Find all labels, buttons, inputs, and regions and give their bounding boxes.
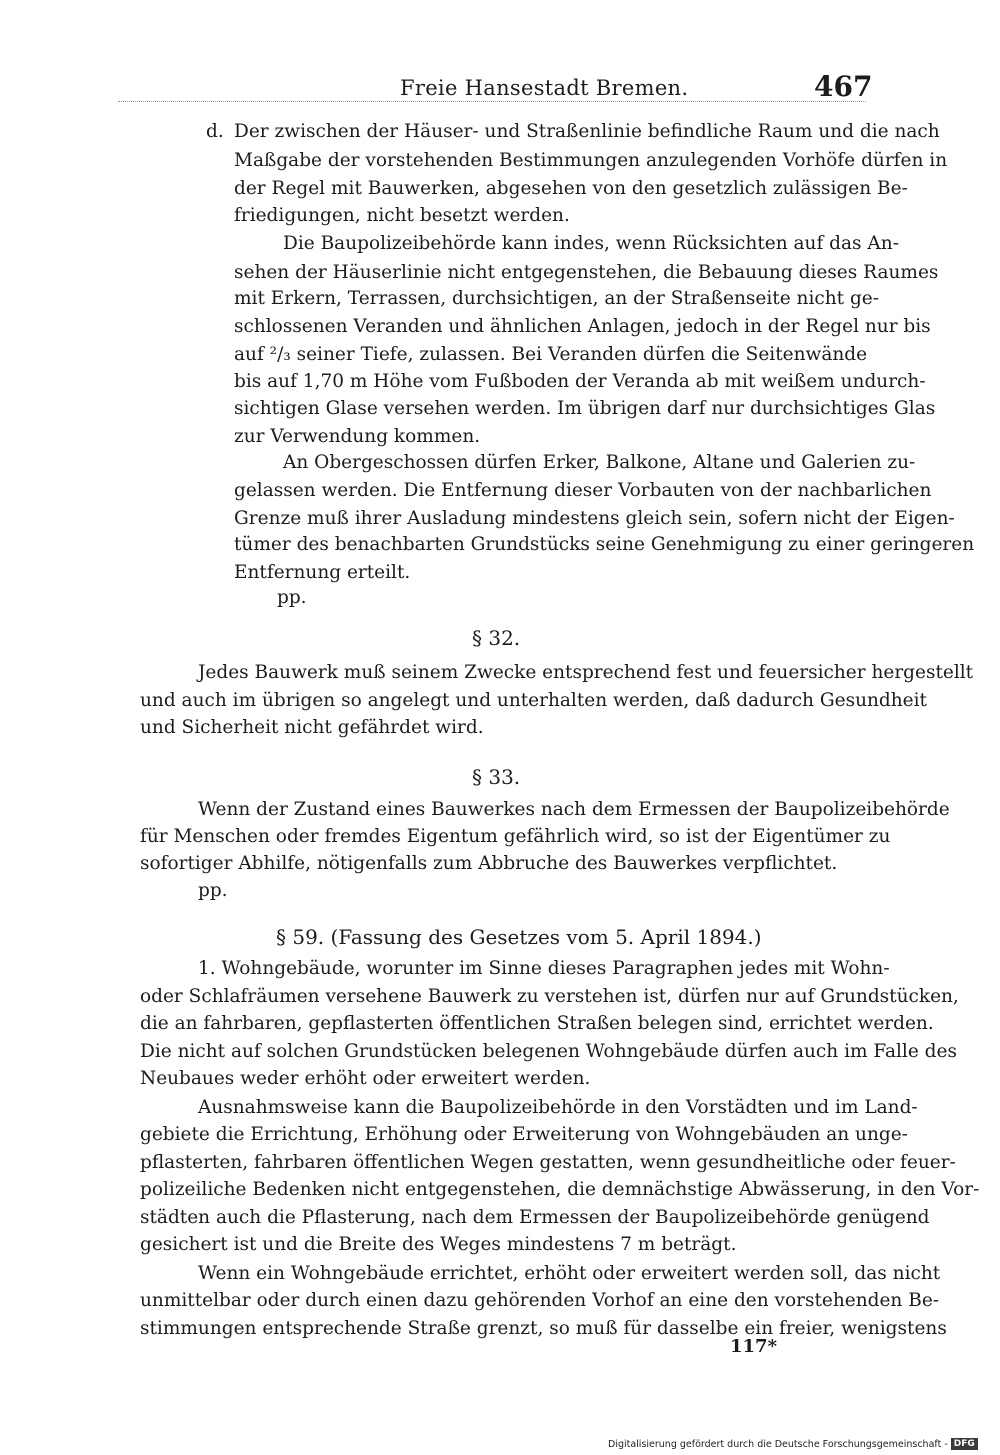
text-line: Grenze muß ihrer Ausladung mindestens gleich sein, sofern nicht der Eigen- [234, 508, 955, 529]
footer-text: Digitalisierung gefördert durch die Deutsche Forschungsgemeinschaft - [608, 1439, 948, 1450]
text-line: sehen der Häuserlinie nicht entgegenstehen, die Bebauung dieses Raumes [234, 262, 939, 283]
text-line: mit Erkern, Terrassen, durchsichtigen, an der Straßenseite nicht ge- [234, 288, 879, 309]
text-line: Der zwischen der Häuser- und Straßenlinie befindliche Raum und die nach [234, 121, 940, 142]
text-line: städten auch die Pflasterung, nach dem Ermessen der Baupolizeibehörde genügend [140, 1207, 930, 1228]
text-line: sofortiger Abhilfe, nötigenfalls zum Abbruche des Bauwerkes verpflichtet. [140, 853, 838, 874]
text-line: bis auf 1,70 m Höhe vom Fußboden der Veranda ab mit weißem undurch- [234, 371, 926, 392]
text-line: auf ²/₃ seiner Tiefe, zulassen. Bei Veranden dürfen die Seitenwände [234, 344, 868, 365]
text-line: pflasterten, fahrbaren öffentlichen Wegen gestatten, wenn gesundheitliche oder feuer- [140, 1152, 956, 1173]
text-line: und auch im übrigen so angelegt und unterhalten werden, daß dadurch Gesundheit [140, 690, 927, 711]
section-heading: § 32. [472, 626, 521, 650]
omission-mark: pp. [277, 587, 307, 608]
text-line: 1. Wohngebäude, worunter im Sinne dieses Paragraphen jedes mit Wohn- [198, 958, 890, 979]
text-line: oder Schlafräumen versehene Bauwerk zu verstehen ist, dürfen nur auf Grundstücken, [140, 986, 959, 1007]
text-line: polizeiliche Bedenken nicht entgegenstehen, die demnächstige Abwässerung, in den Vor- [140, 1179, 980, 1200]
text-line: für Menschen oder fremdes Eigentum gefährlich wird, so ist der Eigentümer zu [140, 826, 891, 847]
text-line: Entfernung erteilt. [234, 562, 411, 583]
text-line: Maßgabe der vorstehenden Bestimmungen anzulegenden Vorhöfe dürfen in [234, 150, 948, 171]
list-marker-d: d. [206, 121, 224, 142]
text-line: schlossenen Veranden und ähnlichen Anlagen, jedoch in der Regel nur bis [234, 316, 931, 337]
page-number: 467 [814, 70, 873, 103]
text-line: und Sicherheit nicht gefährdet wird. [140, 717, 484, 738]
text-line: gesichert ist und die Breite des Weges mindestens 7 m beträgt. [140, 1234, 737, 1255]
text-line: An Obergeschossen dürfen Erker, Balkone, Altane und Galerien zu- [283, 452, 916, 473]
header-rule [118, 101, 866, 102]
text-line: die an fahrbaren, gepflasterten öffentlichen Straßen belegen sind, errichtet werden. [140, 1013, 934, 1034]
text-line: sichtigen Glase versehen werden. Im übrigen darf nur durchsichtiges Glas [234, 398, 936, 419]
text-line: Ausnahmsweise kann die Baupolizeibehörde in den Vorstädten und im Land- [198, 1097, 918, 1118]
omission-mark: pp. [198, 880, 228, 901]
text-line: gebiete die Errichtung, Erhöhung oder Erweiterung von Wohngebäuden an unge- [140, 1124, 908, 1145]
text-line: Wenn ein Wohngebäude errichtet, erhöht oder erweitert werden soll, das nicht [198, 1263, 941, 1284]
digitization-footer [608, 1437, 978, 1453]
sheet-signature: 117* [730, 1336, 777, 1357]
text-line: Wenn der Zustand eines Bauwerkes nach dem Ermessen der Baupolizeibehörde [198, 799, 950, 820]
text-line: Die Baupolizeibehörde kann indes, wenn Rücksichten auf das An- [283, 233, 899, 254]
text-line: tümer des benachbarten Grundstücks seine Genehmigung zu einer geringeren [234, 534, 975, 555]
text-line: der Regel mit Bauwerken, abgesehen von den gesetzlich zulässigen Be- [234, 178, 908, 199]
dfg-logo: DFG [951, 1438, 978, 1450]
text-line: Jedes Bauwerk muß seinem Zwecke entsprechend fest und feuersicher hergestellt [198, 662, 974, 683]
section-heading: § 33. [472, 765, 521, 789]
text-line: unmittelbar oder durch einen dazu gehörenden Vorhof an eine den vorstehenden Be- [140, 1290, 940, 1311]
text-line: Die nicht auf solchen Grundstücken belegenen Wohngebäude dürfen auch im Falle des [140, 1041, 957, 1062]
text-line: stimmungen entsprechende Straße grenzt, so muß für dasselbe ein freier, wenigstens [140, 1318, 947, 1339]
text-line: Neubaues weder erhöht oder erweitert werden. [140, 1068, 591, 1089]
text-line: zur Verwendung kommen. [234, 426, 481, 447]
section-heading: § 59. (Fassung des Gesetzes vom 5. April 1894.) [276, 925, 762, 949]
running-title: Freie Hansestadt Bremen. [400, 76, 689, 100]
text-line: friedigungen, nicht besetzt werden. [234, 205, 570, 226]
text-line: gelassen werden. Die Entfernung dieser Vorbauten von der nachbarlichen [234, 480, 932, 501]
